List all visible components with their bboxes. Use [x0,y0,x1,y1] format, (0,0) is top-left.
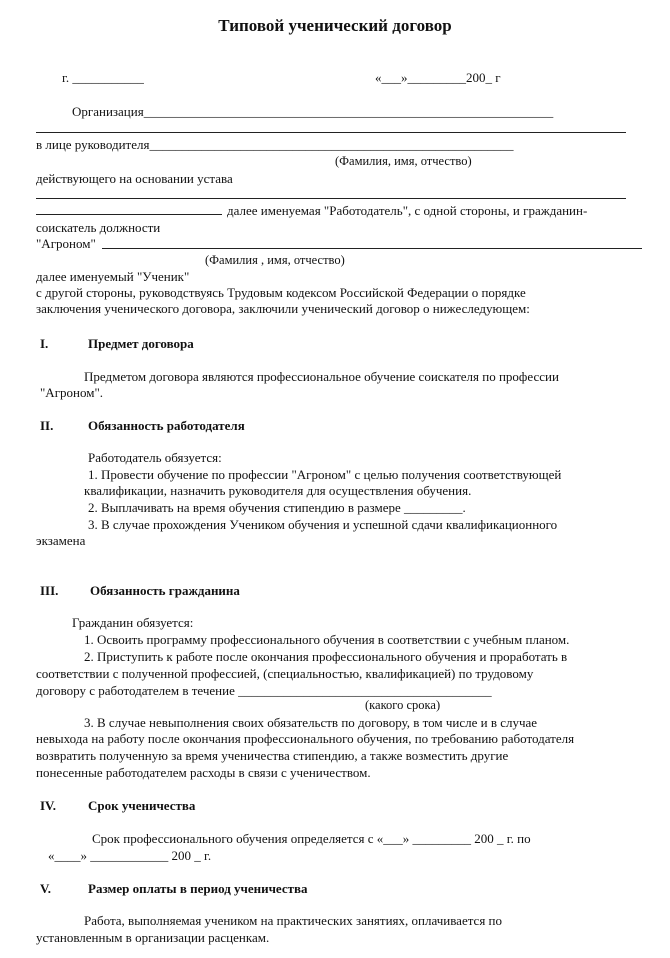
section-3-item-3-cont: невыхода на работу после окончания профессионального обучения, по требованию работодателя [36,731,575,746]
section-5-text: Работа, выполняемая учеником на практических занятиях, оплачивается по [84,913,503,928]
conclusion-line: заключения ученического договора, заключили ученический договор о нижеследующем: [36,301,530,316]
section-1-text-2: "Агроном". [40,385,104,400]
applicant-line: соискатель должности [36,220,161,235]
organization-line: Организация_______________________________________________________________ [72,104,554,119]
section-5-title: Размер оплаты в период ученичества [88,881,308,896]
blank-rule [36,198,626,199]
profession-label: "Агроном" [36,236,96,251]
blank-rule [36,132,626,133]
city-field: г. ___________ [62,70,144,85]
blank-rule [102,248,642,249]
section-3-item-3-cont-2: возвратить полученную за время ученичества стипендию, а также возместить другие [36,748,509,763]
section-4-title: Срок ученичества [88,798,196,813]
section-2-item-1-cont: квалификации, назначить руководителя для осуществления обучения. [84,483,472,498]
document-title: Типовой ученический договор [218,16,452,35]
date-field: «___»_________200_ г [375,70,501,85]
section-3-item-3-cont-3: понесенные работодателем расходы в связи с ученичеством. [36,765,371,780]
section-2-item-2: 2. Выплачивать на время обучения стипендию в размере _________. [88,500,466,515]
section-3-item-2-cont: соответствии с полученной профессией, (специальностью, квалификацией) по трудовому [36,666,534,681]
section-1-number: I. [40,336,49,351]
section-4-text: Срок профессионального обучения определяется с «___» _________ 200 _ г. по [92,831,531,846]
section-3-number: III. [40,583,59,598]
student-line: далее именуемый "Ученик" [36,269,190,284]
section-4-number: IV. [40,798,57,813]
section-1-title: Предмет договора [88,336,194,351]
section-3-item-2: 2. Приступить к работе после окончания профессионального обучения и проработать в [84,649,568,664]
term-note: (какого срока) [365,698,441,712]
employer-line: далее именуемая "Работодатель", с одной стороны, и гражданин- [227,203,588,218]
section-4-text-2: «____» ____________ 200 _ г. [48,848,212,863]
section-5-text-2: установленным в организации расценкам. [36,930,270,945]
fio-note-2: (Фамилия , имя, отчество) [205,253,345,267]
fio-note: (Фамилия, имя, отчество) [335,154,472,168]
blank-rule-short [36,214,222,215]
section-5-number: V. [40,881,51,896]
section-2-intro: Работодатель обязуется: [88,450,222,465]
head-line: в лице руководителя________________________________________________________ [36,137,514,152]
section-1-text: Предметом договора являются профессиональное обучение соискателя по профессии [84,369,559,384]
section-3-item-1: 1. Освоить программу профессионального обучения в соответствии с учебным планом. [84,632,570,647]
section-3-title: Обязанность гражданина [90,583,240,598]
section-2-item-3: 3. В случае прохождения Учеником обучения и успешной сдачи квалификационного [88,517,558,532]
section-2-title: Обязанность работодателя [88,418,245,433]
section-2-item-3-cont: экзамена [36,533,86,548]
section-3-item-3: 3. В случае невыполнения своих обязательств по договору, в том числе и в случае [84,715,538,730]
section-2-item-1: 1. Провести обучение по профессии "Агроном" с целью получения соответствующей [88,467,562,482]
section-3-item-2-cont-2: договору с работодателем в течение _______________________________________ [36,683,492,698]
charter-line: действующего на основании устава [36,171,233,186]
other-side-line: с другой стороны, руководствуясь Трудовым кодексом Российской Федерации о порядке [36,285,526,300]
section-2-number: II. [40,418,54,433]
section-3-intro: Гражданин обязуется: [72,615,194,630]
